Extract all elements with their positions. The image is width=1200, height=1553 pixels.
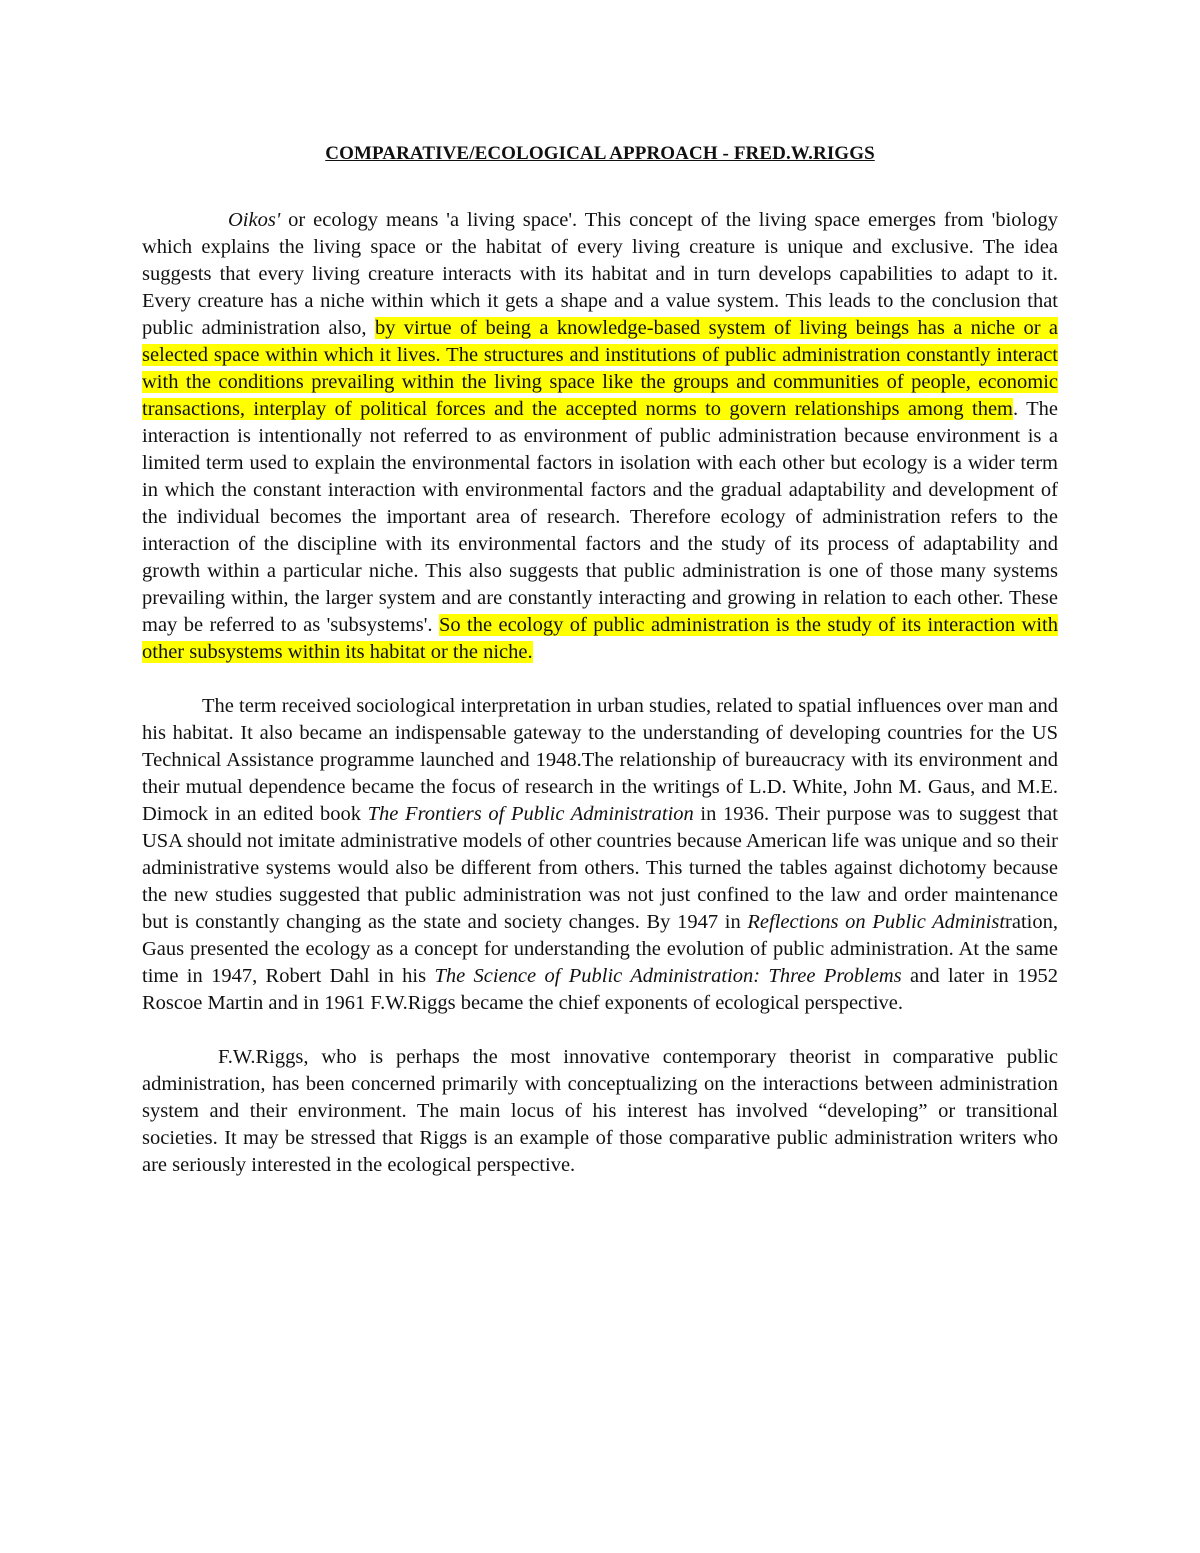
oikos-term: Oikos'	[228, 209, 281, 231]
book-title-reflections: Reflections on Public Administ	[747, 911, 1006, 933]
paragraph2-text-a: The term received sociological interpretation in urban studies, related to spatial influences over man and his habitat. It also became an indispensable gateway to the understanding of developing countries for the US Technical Assistance programme launched and 1948.The relationship of bureaucracy with its environment and their mutual dependence became the focus of research in the writings of L.D. White, John M. Gaus, and M.E. Dimock in an edited book	[142, 695, 1058, 825]
paragraph-ecology-definition	[142, 207, 1058, 666]
highlight-niche-passage: by virtue of being a knowledge-based system of living beings has a niche or a selected space within which it lives. The structures and institutions of public administration constantly interact with the conditions prevailing within the living space like the groups and communities of people, economic transactions, interplay of political forces and the accepted norms to govern relationships among them	[142, 317, 1058, 420]
highlight-ecology-conclusion: So the ecology of public administration is the study of its interaction with other subsystems within its habitat or the niche.	[142, 614, 1058, 663]
paragraph1-text-b: . The interaction is intentionally not referred to as environment of public administration because environment is a limited term used to explain the environmental factors in isolation with each other but ecology is a wider term in which the constant interaction with environmental factors and the gradual adaptability and development of the individual becomes the important area of research. Therefore ecology of administration refers to the interaction of the discipline with its environmental factors and the study of its process of adaptability and growth within a particular niche. This also suggests that public administration is one of those many systems prevailing within, the larger system and are constantly interacting and growing in relation to each other. These may be referred to as 'subsystems'.	[142, 398, 1058, 636]
paragraph2-text-c: ration, Gaus presented the ecology as a concept for understanding the evolution of public administration. At the same time in 1947, Robert Dahl in his	[142, 911, 1058, 987]
book-title-frontiers: The Frontiers of Public Administration	[367, 803, 694, 825]
paragraph2-text-d: and later in 1952 Roscoe Martin and in 1961 F.W.Riggs became the chief exponents of ecological perspective.	[142, 965, 1058, 1014]
paragraph2-text-b: in 1936. Their purpose was to suggest that USA should not imitate administrative models of other countries because American life was unique and so their administrative systems would also be different from others. This turned the tables against dichotomy because the new studies suggested that public administration was not just confined to the law and order maintenance but is constantly changing as the state and society changes. By 1947 in	[142, 803, 1058, 933]
paragraph-riggs: F.W.Riggs, who is perhaps the most innovative contemporary theorist in comparative public administration, has been concerned primarily with conceptualizing on the interactions between administration system and their environment. The main locus of his interest has involved “developing” or transitional societies. It may be stressed that Riggs is an example of those comparative public administration writers who are seriously interested in the ecological perspective.	[142, 1046, 1058, 1176]
paragraph1-text-a: or ecology means 'a living space'. This concept of the living space emerges from 'biology which explains the living space or the habitat of every living creature is unique and exclusive. The idea suggests that every living creature interacts with its habitat and in turn develops capabilities to adapt to it. Every creature has a niche within which it gets a shape and a value system. This leads to the conclusion that public administration also,	[142, 209, 1058, 339]
book-title-science: The Science of Public Administration: Three Problems	[434, 965, 902, 987]
paragraph-history	[142, 693, 1058, 1017]
document-title: COMPARATIVE/ECOLOGICAL APPROACH - FRED.W.RIGGS	[325, 143, 875, 164]
document-page	[142, 140, 1058, 1206]
